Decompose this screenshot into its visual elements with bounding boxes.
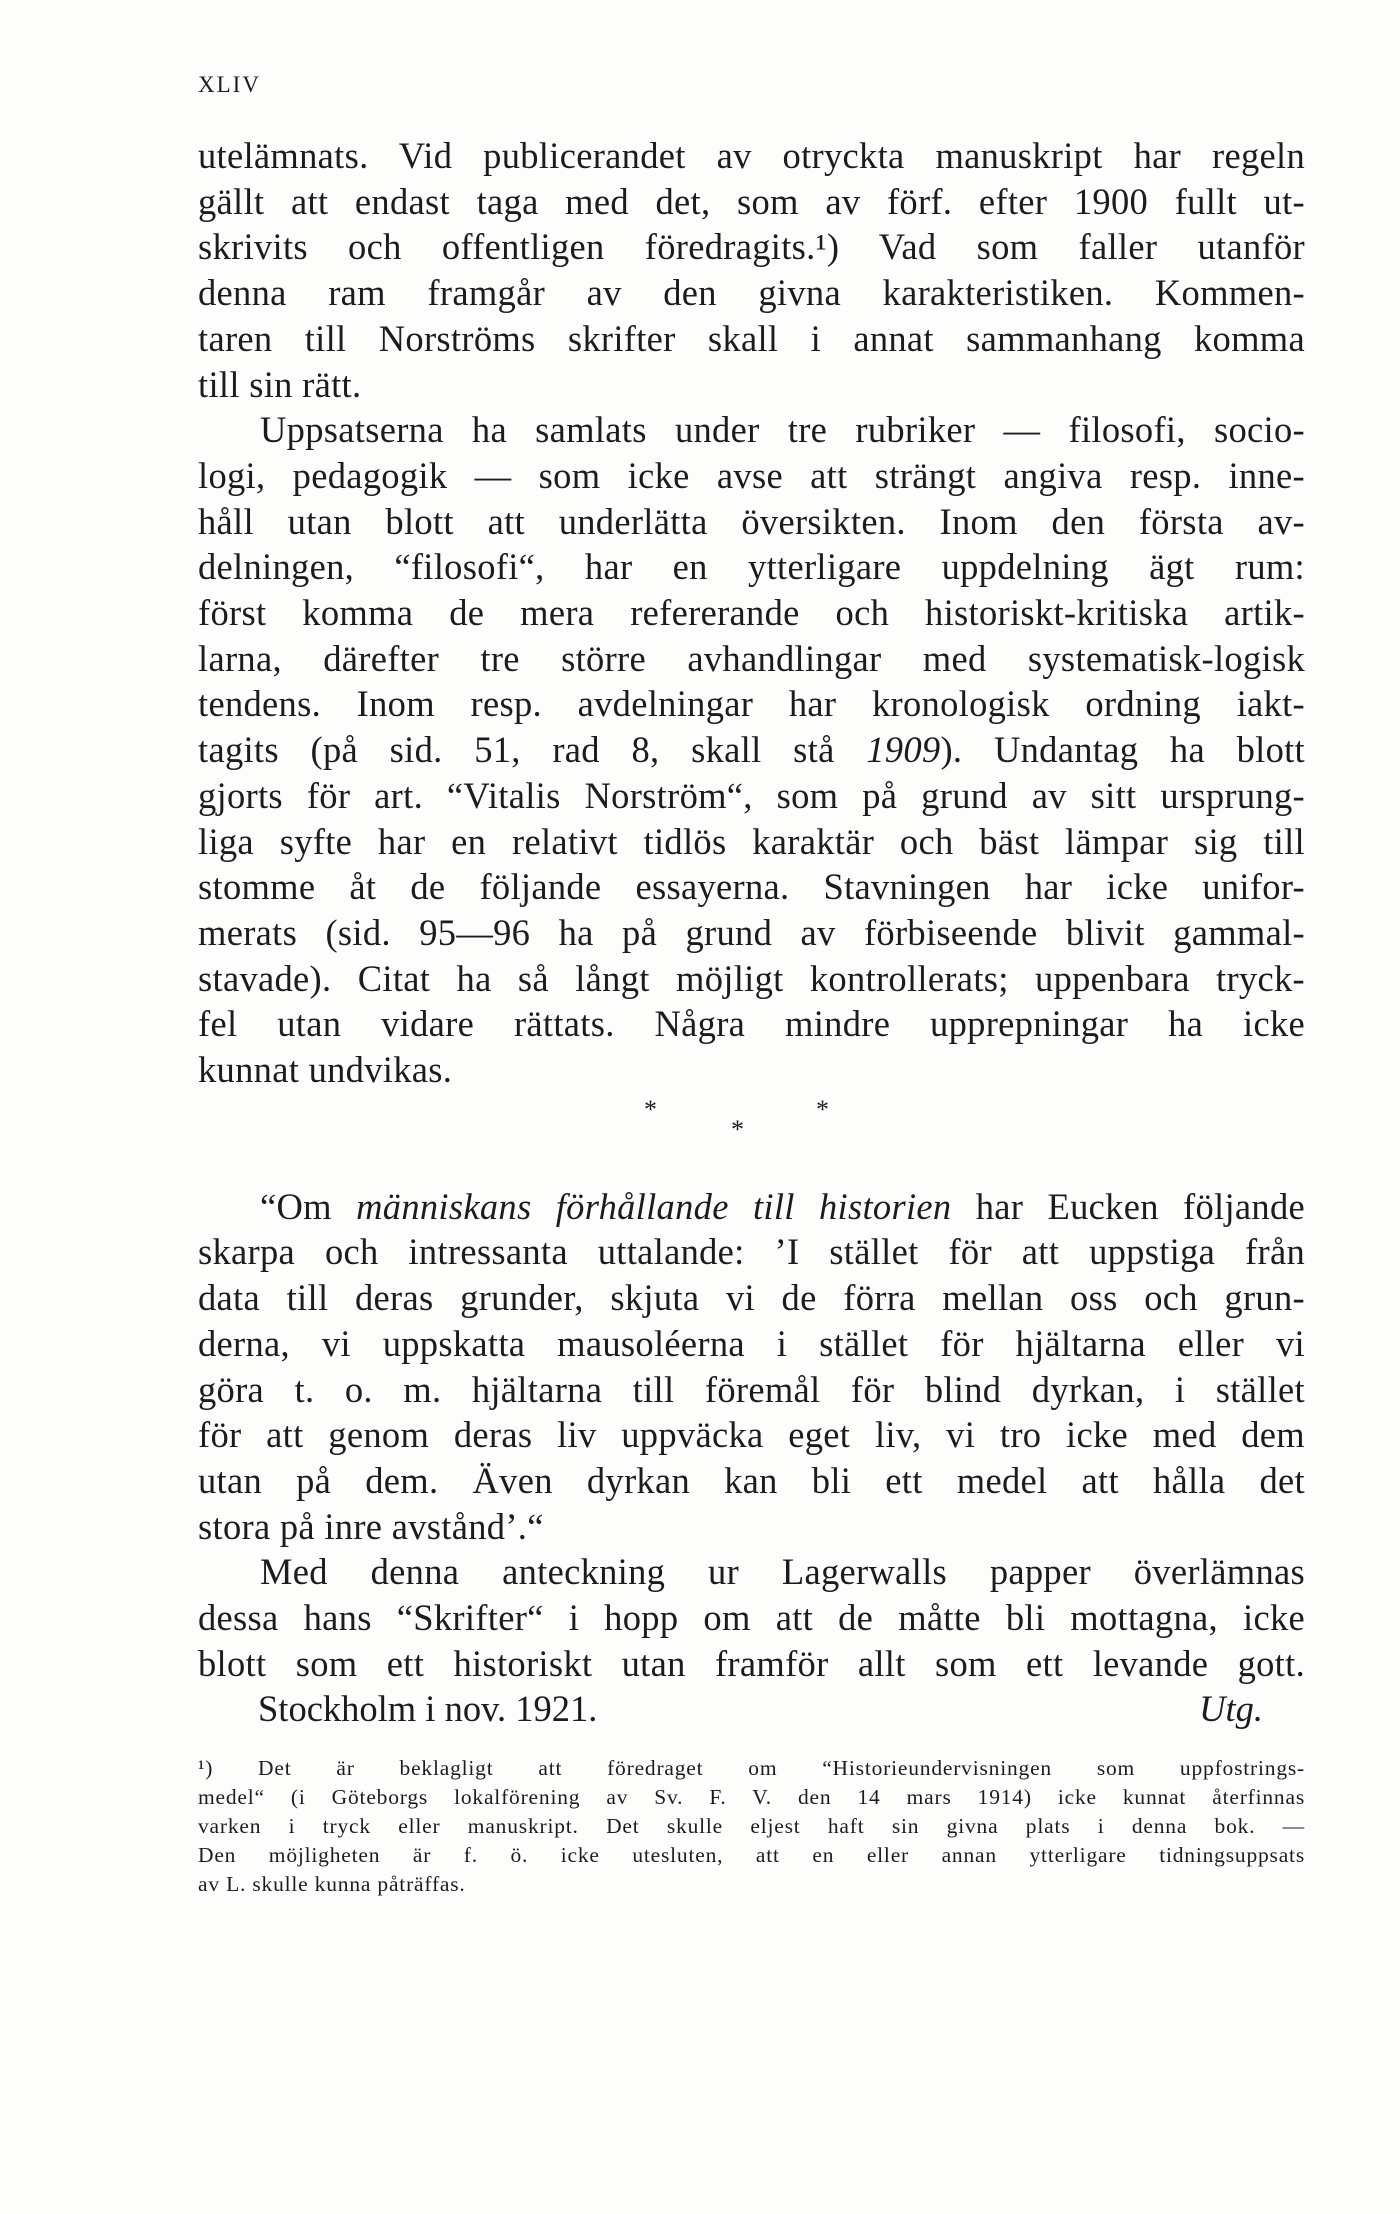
text-line-with-italic-year: tagits (på sid. 51, rad 8, skall stå 1909). Undantag ha blott — [198, 729, 1305, 771]
paragraph-1 — [198, 133, 1305, 407]
text-line: skrivits och offentligen föredragits.¹) Vad som faller utanför — [198, 226, 1305, 268]
text-line: till sin rätt. — [198, 363, 362, 405]
footnote-line: Den möjligheten är f. ö. icke utesluten, att en eller annan ytterligare tidningsuppsats — [198, 1843, 1305, 1867]
text-line: gällt att endast taga med det, som av förf. efter 1900 fullt ut- — [198, 180, 1305, 222]
text-line: gjorts för art. “Vitalis Norström“, som på grund av sitt ursprung- — [198, 774, 1305, 816]
footnote-line: medel“ (i Göteborgs lokalförening av Sv. F. V. den 14 mars 1914) icke kunnat återfinnas — [198, 1785, 1305, 1809]
body-text — [198, 133, 1305, 1687]
text-line: stomme åt de följande essayerna. Stavningen har icke unifor- — [198, 866, 1305, 908]
text-line: blott som ett historiskt utan framför allt som ett levande gott. — [198, 1642, 1305, 1684]
text-line: utelämnats. Vid publicerandet av otryckta manuskript har regeln — [198, 135, 1305, 176]
text-line: kunnat undvikas. — [198, 1049, 453, 1091]
text-line: först komma de mera refererande och historiskt-kritiska artik- — [198, 592, 1305, 634]
text-line: tendens. Inom resp. avdelningar har kronologisk ordning iakt- — [198, 683, 1305, 725]
footnote-line: av L. skulle kunna påträffas. — [198, 1872, 466, 1896]
text-line: stora på inre avstånd’.“ — [198, 1505, 544, 1547]
separator-star: * — [644, 1094, 658, 1124]
text-line: håll utan blott att underlätta översikten. Inom den första av- — [198, 500, 1305, 542]
text-line: Med denna anteckning ur Lagerwalls papper överlämnas — [260, 1551, 1305, 1593]
text-line: Uppsatserna ha samlats under tre rubriker — filosofi, socio- — [260, 409, 1305, 451]
quote-open: “Om — [260, 1185, 357, 1227]
paragraph-2 — [198, 407, 1305, 1093]
footnote-line: ¹) Det är beklagligt att föredraget om “Historieundervisningen som uppfostrings- — [198, 1756, 1305, 1780]
section-separator — [198, 1093, 1305, 1184]
text-line: dessa hans “Skrifter“ i hopp om att de måtte bli mottagna, icke — [198, 1597, 1305, 1639]
page-number: XLIV — [198, 72, 261, 97]
text-line: data till deras grunder, skjuta vi de förra mellan oss och grun- — [198, 1277, 1305, 1319]
text-line-with-italic-title — [198, 1184, 1305, 1230]
text-line: fel utan vidare rättats. Några mindre upprepningar ha icke — [198, 1003, 1305, 1045]
separator-star: * — [731, 1114, 745, 1144]
paragraph-3-quote — [198, 1184, 1305, 1550]
text-line: utan på dem. Även dyrkan kan bli ett medel att hålla det — [198, 1459, 1305, 1501]
quote-line-rest: har Eucken följande — [951, 1185, 1306, 1227]
italic-title: människans förhållande till historien — [356, 1185, 952, 1227]
separator-star: * — [816, 1094, 830, 1124]
footnote-line: varken i tryck eller manuskript. Det skulle eljest haft sin givna plats i denna bok. — — [198, 1814, 1305, 1838]
text-line: delningen, “filosofi“, har en ytterligare uppdelning ägt rum: — [198, 546, 1305, 588]
text-line: derna, vi uppskatta mausoléerna i stället för hjältarna eller vi — [198, 1322, 1305, 1364]
italic-year: 1909 — [866, 729, 941, 771]
text-line: merats (sid. 95—96 ha på grund av förbiseende blivit gammal- — [198, 911, 1305, 953]
paragraph-4 — [198, 1549, 1305, 1686]
text-line: skarpa och intressanta uttalande: ’I stället för att uppstiga från — [198, 1231, 1305, 1273]
footnote — [198, 1754, 1305, 1899]
text-line: logi, pedagogik — som icke avse att strängt angiva resp. inne- — [198, 454, 1305, 496]
text-line: stavade). Citat ha så långt möjligt kontrollerats; uppenbara tryck- — [198, 957, 1305, 999]
text-line: göra t. o. m. hjältarna till föremål för blind dyrkan, i stället — [198, 1368, 1305, 1410]
text-line: liga syfte har en relativt tidlös karaktär och bäst lämpar sig till — [198, 820, 1305, 862]
editor-signature: Utg. — [1199, 1688, 1263, 1729]
text-line: taren till Norströms skrifter skall i annat sammanhang komma — [198, 317, 1305, 359]
place-date: Stockholm i nov. 1921. — [258, 1688, 598, 1729]
text-line: denna ram framgår av den givna karakteristiken. Kommen- — [198, 272, 1305, 314]
text-line: larna, därefter tre större avhandlingar med systematisk-logisk — [198, 637, 1305, 679]
text-line: för att genom deras liv uppväcka eget liv, vi tro icke med dem — [198, 1414, 1305, 1456]
